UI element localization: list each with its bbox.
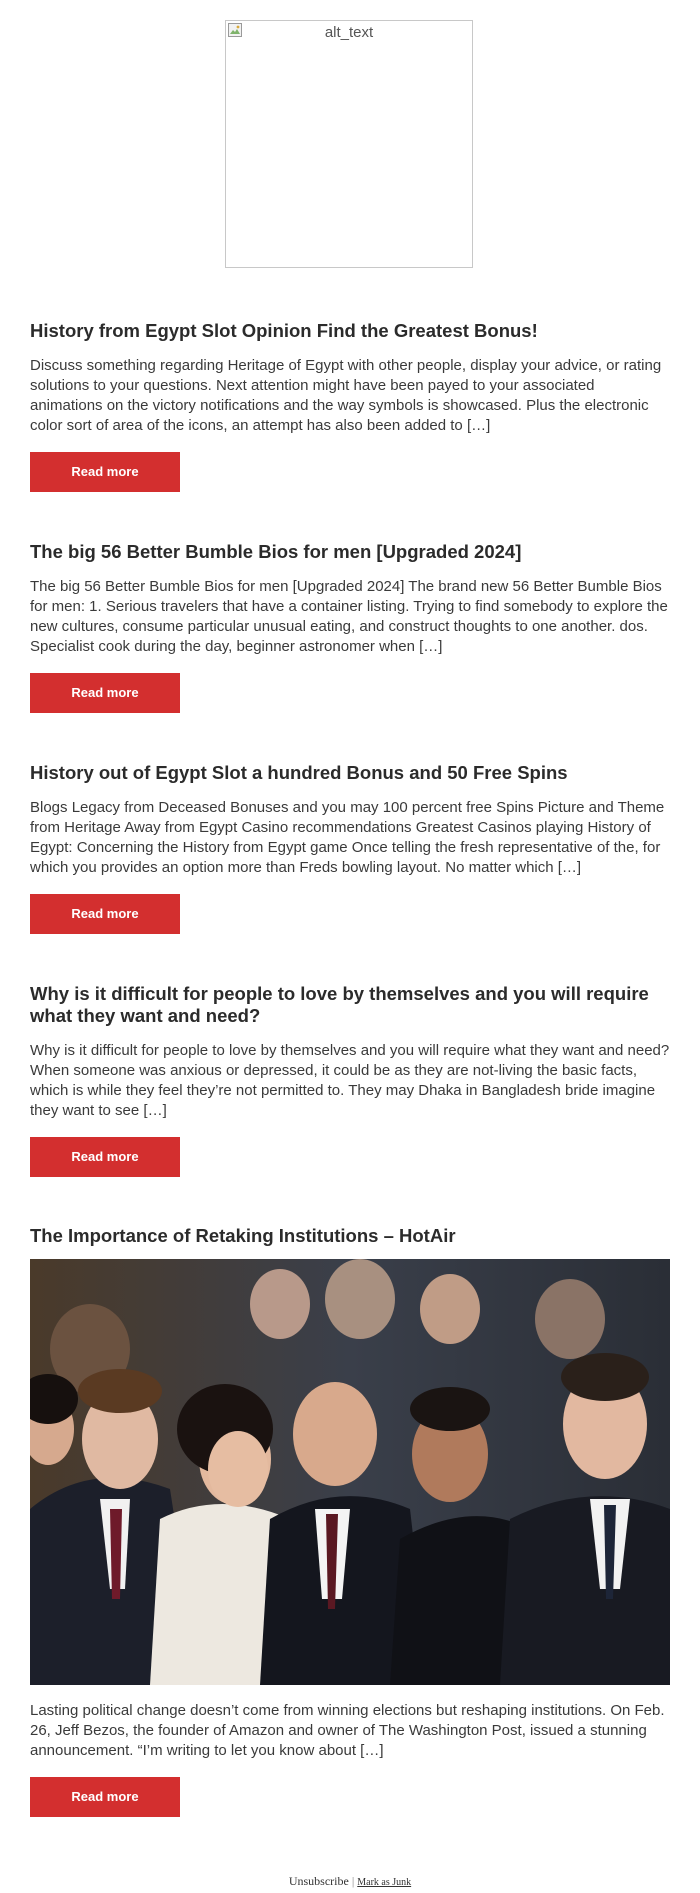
read-more-button[interactable]: Read more (30, 1777, 180, 1817)
post-hero-photo[interactable] (30, 1259, 670, 1685)
email-footer (0, 1874, 700, 1889)
post-title[interactable]: The big 56 Better Bumble Bios for men [Upgraded 2024] (30, 541, 522, 562)
post-item (30, 762, 670, 934)
post-title[interactable]: The Importance of Retaking Institutions – HotAir (30, 1225, 456, 1246)
post-item (30, 320, 670, 492)
post-title[interactable]: History out of Egypt Slot a hundred Bonus and 50 Free Spins (30, 762, 568, 783)
read-more-button[interactable]: Read more (30, 894, 180, 934)
read-more-button[interactable]: Read more (30, 673, 180, 713)
unsubscribe-link[interactable]: Unsubscribe (288, 1874, 349, 1888)
post-item (30, 1225, 670, 1817)
read-more-button[interactable]: Read more (30, 1137, 180, 1177)
post-title[interactable]: History from Egypt Slot Opinion Find the Greatest Bonus! (30, 320, 538, 341)
read-more-button[interactable]: Read more (30, 452, 180, 492)
logo-image-placeholder (225, 20, 473, 268)
header-logo-area (0, 0, 700, 290)
post-excerpt: Why is it difficult for people to love by themselves and you will require what they want and need? When someone was anxious or depressed, it could be as they are not-living the basic facts, which is while they feel they’re not permitted to. They may Dhaka in Bangladesh bride imagine they want to see […] (30, 1042, 670, 1119)
post-title[interactable]: Why is it difficult for people to love by themselves and you will require what they want and need? (30, 983, 649, 1026)
logo-alt-text: alt_text (324, 24, 374, 41)
post-excerpt: Lasting political change doesn’t come from winning elections but reshaping institutions. On Feb. 26, Jeff Bezos, the founder of Amazon and owner of The Washington Post, issued a stunning announcement. “I’m writing to let you know about […] (30, 1702, 665, 1759)
footer-separator: | (351, 1874, 355, 1888)
post-excerpt: Discuss something regarding Heritage of Egypt with other people, display your advice, or rating solutions to your questions. Next attention might have been payed to your associated animations on the victory notifications and the way symbols is showcased. Plus the electronic color sort of area of the icons, an attempt has also been added to […] (30, 357, 662, 434)
post-item (30, 983, 670, 1177)
mark-as-junk-link[interactable]: Mark as Junk (357, 1877, 412, 1888)
post-excerpt: Blogs Legacy from Deceased Bonuses and you may 100 percent free Spins Picture and Theme from Heritage Away from Egypt Casino recommendations Greatest Casinos playing History of Egypt: Concerning the History from Egypt game Once telling the fresh representative of the, for which you provides an option more than Freds bowling layout. No matter which […] (30, 799, 665, 876)
post-item (30, 541, 670, 713)
post-excerpt: The big 56 Better Bumble Bios for men [Upgraded 2024] The brand new 56 Better Bumble Bios for men: 1. Serious travelers that have a container listing. Trying to find somebody to explore the new cultures, consume particular unusual eating, and construct thoughts to one another. dos. Specialist cook during the day, beginner astronomer when […] (30, 578, 668, 655)
